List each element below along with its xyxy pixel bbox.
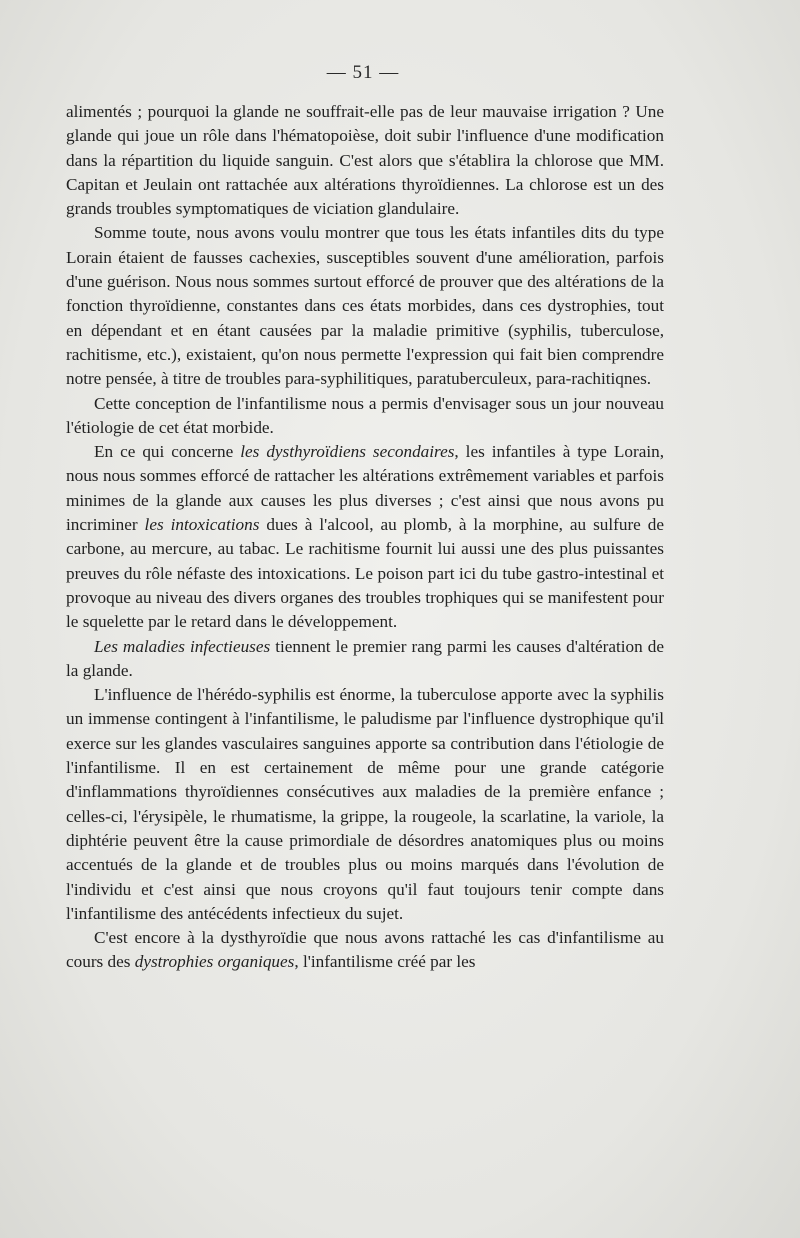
text-run: tiennent le premier rang parmi les causes d'altération de la glande.	[66, 636, 664, 680]
page-number: — 51 —	[326, 62, 400, 83]
text-run: Cette conception de l'infantilisme nous a permis d'envisager sous un jour nouveau l'étiologie de cet état morbide.	[66, 393, 664, 437]
italic-text: les dysthyroïdiens secondaires	[240, 442, 455, 462]
paragraph	[66, 926, 664, 975]
paragraph	[66, 635, 664, 684]
text-run: , l'infantilisme créé par les	[294, 952, 476, 972]
paragraph	[66, 440, 664, 634]
italic-text: Les maladies infectieuses	[94, 636, 271, 656]
italic-text: dystrophies organiques	[134, 952, 295, 972]
paragraph	[66, 221, 664, 391]
text-run: alimentés ; pourquoi la glande ne souffrait-elle pas de leur mauvaise irrigation ? Une glande qui joue un rôle dans l'hématopoièse, doit subir l'influence d'une modification dans la répartition du liquide sanguin. C'est alors que s'établira la chlorose que MM. Capitan et Jeulain ont rattachée aux altérations thyroïdiennes. La chlorose est un des grands troubles symptomatiques de viciation glandulaire.	[66, 102, 664, 219]
body-text	[66, 100, 664, 975]
paragraph	[66, 683, 664, 926]
italic-text: les intoxications	[144, 515, 260, 535]
paragraph	[66, 392, 664, 441]
text-run: dues à l'alcool, au plomb, à la morphine, au sulfure de carbone, au mercure, au tabac. Le rachitisme fournit lui aussi une des plus puissantes preuves du rôle néfaste des intoxications. Le poison part ici du tube gastro-intestinal et provoque au niveau des divers organes des troubles trophiques qui se manifestent pour le squelette par le retard dans le développement.	[66, 515, 664, 632]
text-run: C'est encore à la dysthyroïdie que nous avons rattaché les cas d'infantilisme au cours des	[66, 928, 664, 972]
text-run: En ce qui concerne	[94, 442, 241, 462]
text-run: L'influence de l'hérédo-syphilis est énorme, la tuberculose apporte avec la syphilis un immense contingent à l'infantilisme, le paludisme par l'influence dystrophique qu'il exerce sur les glandes vasculaires sanguines apporte sa contribution dans l'étiologie de l'infantilisme. Il en est certainement de même pour une grande catégorie d'inflammations thyroïdiennes consécutives aux maladies de la première enfance ; celles-ci, l'érysipèle, le rhumatisme, la grippe, la rougeole, la scarlatine, la variole, la diphtérie peuvent être la cause primordiale de désordres anatomiques plus ou moins accentués de la glande et de troubles plus ou moins marqués dans l'évolution de l'individu et c'est ainsi que nous croyons qu'il faut toujours tenir compte dans l'infantilisme des antécédents infectieux du sujet.	[66, 685, 664, 923]
text-run: Somme toute, nous avons voulu montrer que tous les états infantiles dits du type Lorain étaient de fausses cachexies, susceptibles souvent d'une amélioration, parfois d'une guérison. Nous nous sommes surtout efforcé de prouver que des altérations de la fonction thyroïdienne, constantes dans ces états morbides, dans ces dystrophies, tout en dépendant et en étant causées par la maladie primitive (syphilis, tuberculose, rachitisme, etc.), existaient, qu'on nous permette l'expression qui fait bien comprendre notre pensée, à titre de troubles para-syphilitiques, paratuberculeux, para-rachitiqnes.	[66, 223, 664, 389]
paragraph	[66, 100, 664, 221]
text-run: , les infantiles à type Lorain, nous nous sommes efforcé de rattacher les altérations extrêmement variables et parfois minimes de la glande aux causes les plus diverses ; c'est ainsi que nous avons pu incriminer	[66, 442, 664, 535]
